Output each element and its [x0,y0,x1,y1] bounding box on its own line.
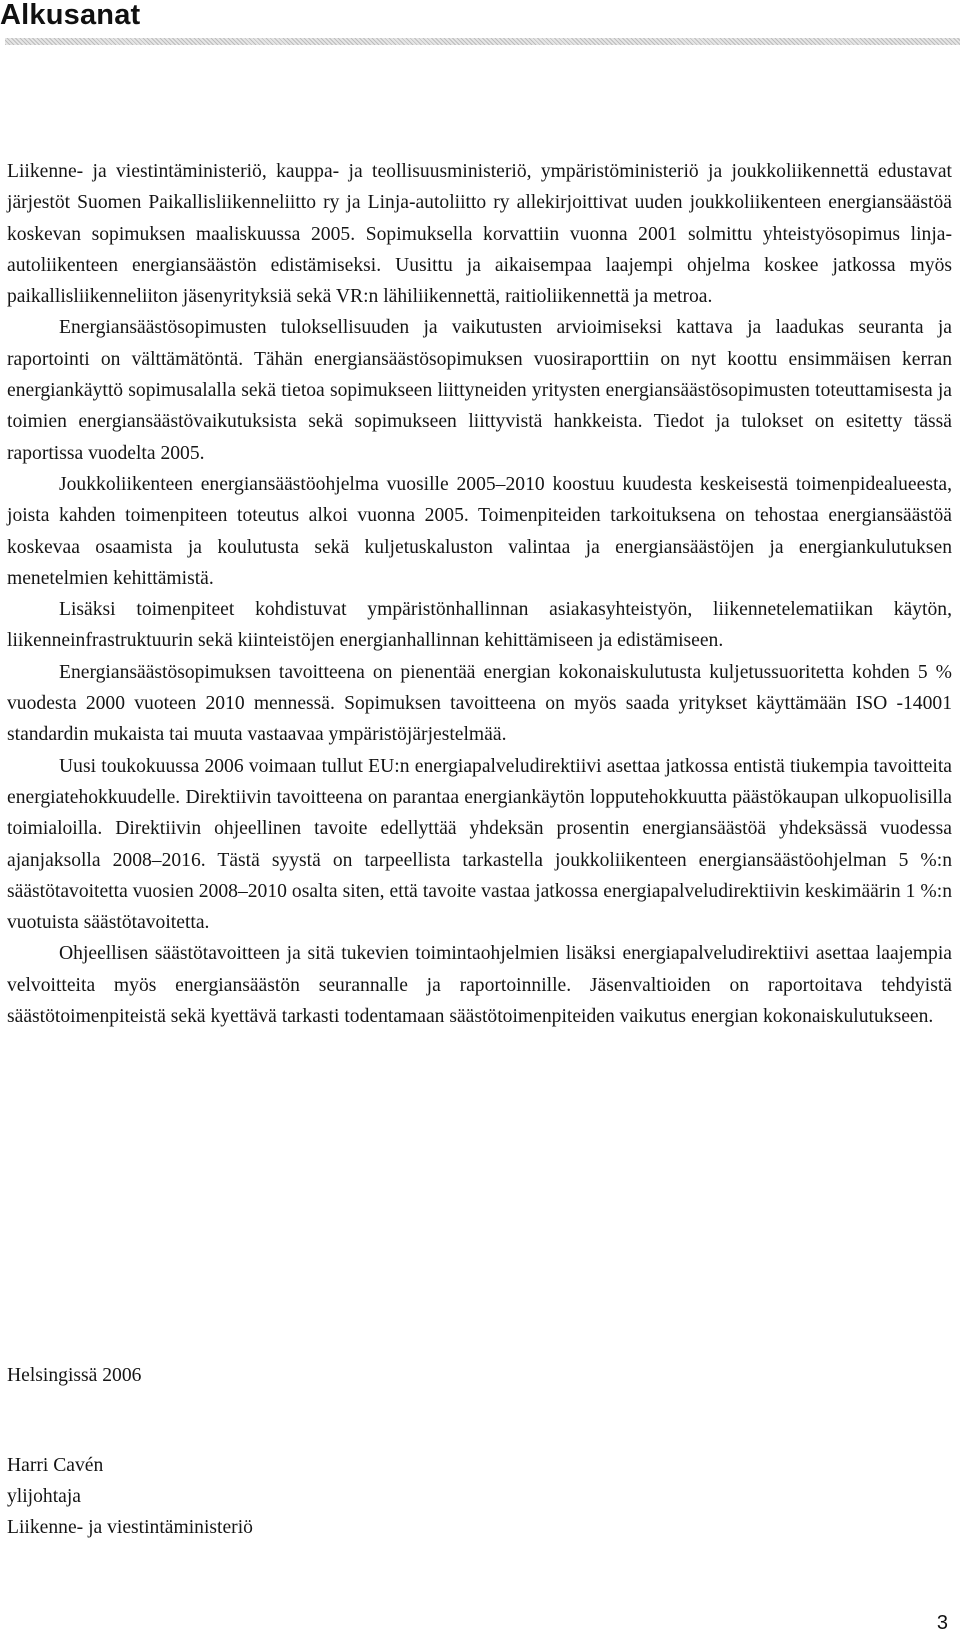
paragraph-5: Energiansäästösopimuksen tavoitteena on pienentää energian kokonaiskulutusta kuljetussuoritetta kohden 5 % vuodesta 2000 vuoteen 2010 mennessä. Sopimuksen tavoitteena on myös saada yritykset käyttämään ISO -14001 standardin mukaista tai muuta vastaavaa ympäristöjärjestelmää. [7,661,952,746]
page-title: Alkusanat [0,0,141,31]
paragraph-4: Lisäksi toimenpiteet kohdistuvat ympäristönhallinnan asiakasyhteistyön, liikennetelematiikan käytön, liikenneinfrastruktuurin sekä kiinteistöjen energianhallinnan kehittämiseen ja edistämiseen. [7,599,952,652]
signature-block [7,1360,253,1543]
page-number: 3 [936,1612,948,1634]
signer-organization: Liikenne- ja viestintäministeriö [7,1517,253,1538]
foreword-body [7,156,952,1032]
paragraph-3: Joukkoliikenteen energiansäästöohjelma vuosille 2005–2010 koostuu kuudesta keskeisestä toimenpidealueesta, joista kahden toimenpiteen toteutus alkoi vuonna 2005. Toimenpiteiden tarkoituksena on tehostaa energiansäästöä koskevaa osaamista ja koulutusta sekä kuljetuskaluston valintaa ja energiansäästöjen ja energiankulutuksen menetelmien kehittämistä. [7,473,952,589]
heading-divider [5,38,960,45]
signer-title: ylijohtaja [7,1486,82,1507]
paragraph-7: Ohjeellisen säästötavoitteen ja sitä tukevien toimintaohjelmien lisäksi energiapalveludirektiivi asettaa laajempia velvoitteita myös energiansäästön seurannalle ja raportoinnille. Jäsenvaltioiden on raportoitava tehdyistä säästötoimenpiteistä sekä kyettävä tarkasti todentamaan säästötoimenpiteiden vaikutus energian kokonaiskulutukseen. [7,943,952,1028]
paragraph-2: Energiansäästösopimusten tuloksellisuuden ja vaikutusten arvioimiseksi kattava ja laadukas seuranta ja raportointi on välttämätöntä. Tähän energiansäästösopimuksen vuosiraporttiin on nyt koottu ensimmäisen kerran energiankäyttö sopimusalalla sekä tietoa sopimukseen liittyneiden yritysten energiansäästösopimusten toteuttamisesta ja toimien energiansäästövaikutuksista sekä sopimukseen liittyvistä hankkeista. Tiedot ja tulokset on esitetty tässä raportissa vuodelta 2005. [7,317,952,464]
paragraph-1: Liikenne- ja viestintäministeriö, kauppa- ja teollisuusministeriö, ympäristöministeriö ja joukkoliikennettä edustavat järjestöt Suomen Paikallisliikenneliitto ry ja Linja-autoliitto ry allekirjoittivat uuden joukkoliikenteen energiansäästöä koskevan sopimuksen maaliskuussa 2005. Sopimuksella korvattiin vuonna 2001 solmittu yhteistyösopimus linja-autoliikenteen energiansäästön edistämiseksi. Uusittu ja aikaisempaa laajempi ohjelma koskee jatkossa myös paikallisliikenneliiton jäsenyrityksiä sekä VR:n lähiliikennettä, raitioliikennettä ja metroa. [7,161,952,308]
signer-name: Harri Cavén [7,1455,104,1476]
paragraph-6: Uusi toukokuussa 2006 voimaan tullut EU:n energiapalveludirektiivi asettaa jatkossa entistä tiukempia tavoitteita energiatehokkuudelle. Direktiivin tavoitteena on parantaa energiankäytön lopputehokkuutta päästökaupan ulkopuolisilla toimialoilla. Direktiivin ohjeellinen tavoite edellyttää yhdeksän prosentin energiansäästöä yhdeksässä vuodessa ajanjaksolla 2008–2016. Tästä syystä on tarpeellista tarkastella joukkoliikenteen energiansäästöohjelman 5 %:n säästötavoitetta vuosien 2008–2010 osalta siten, että tavoite vastaa jatkossa energiapalveludirektiivin keskimäärin 1 %:n vuotuista säästötavoitetta. [7,755,952,934]
place-and-date: Helsingissä 2006 [7,1365,142,1386]
